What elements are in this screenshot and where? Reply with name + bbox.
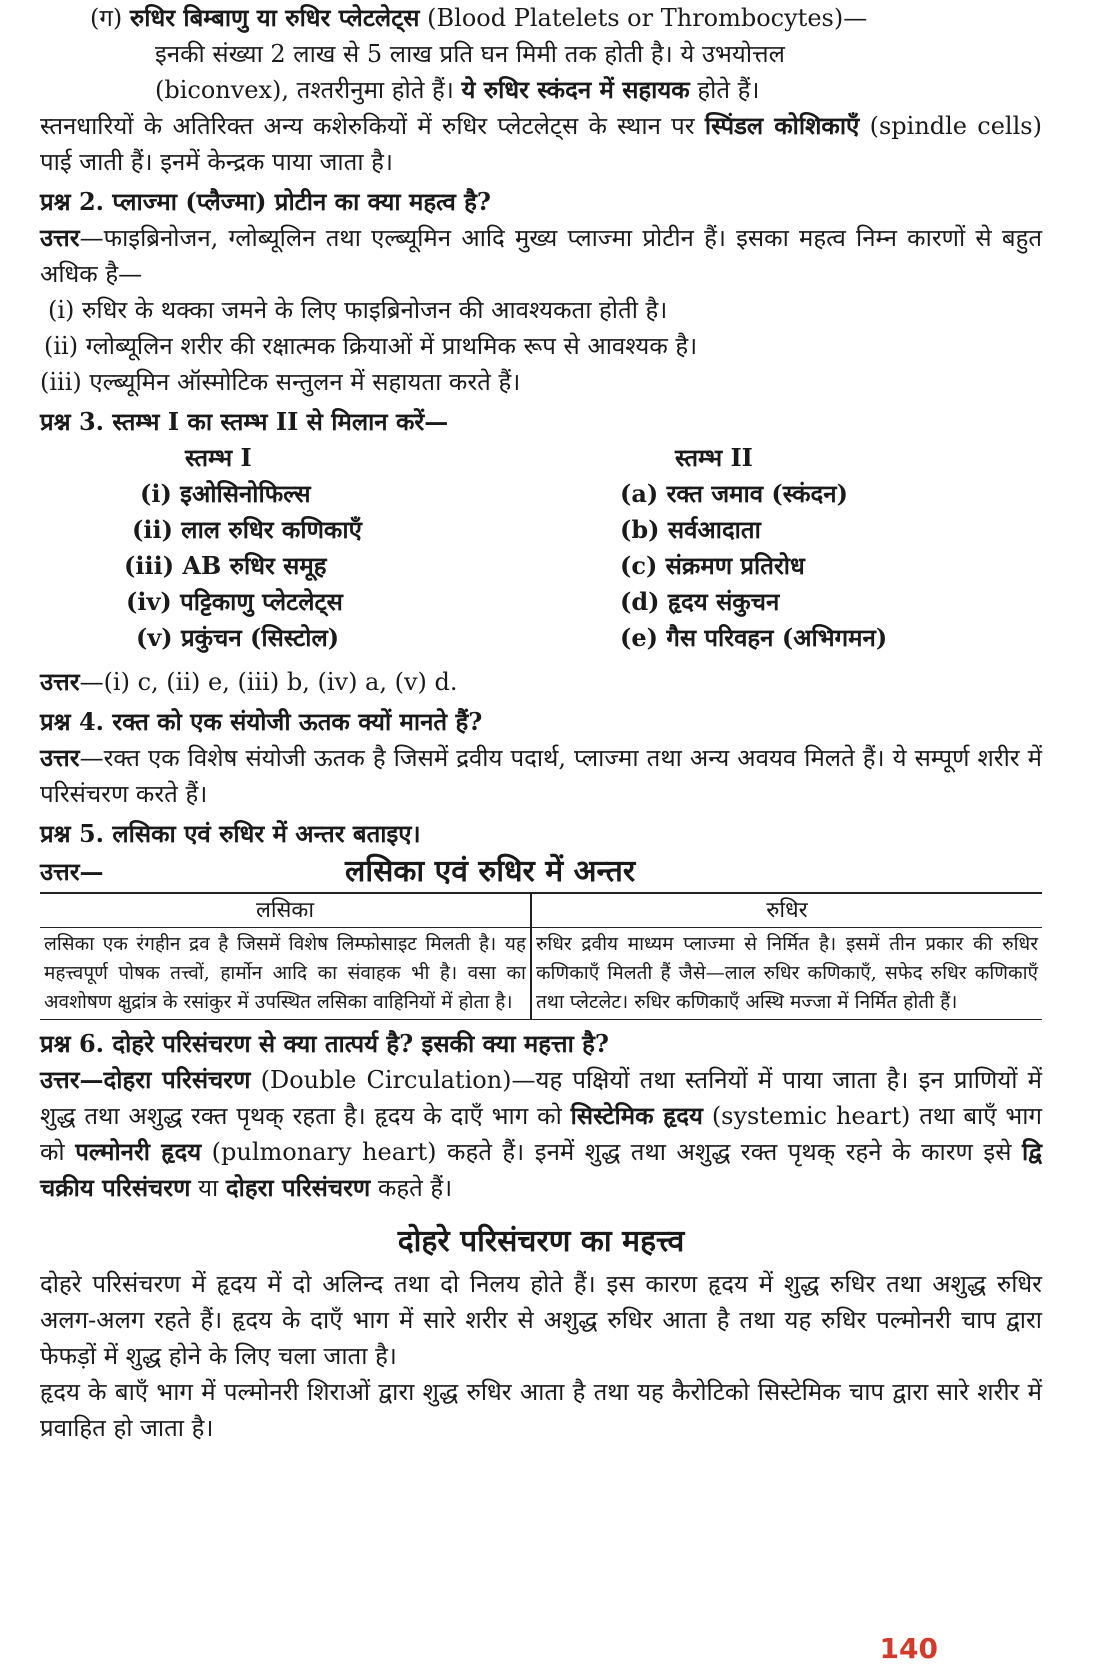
item-ga	[40, 0, 1042, 36]
item-ga-line3-a: (biconvex), तश्तरीनुमा होते हैं।	[155, 76, 454, 104]
q2-point-1: (i) रुधिर के थक्का जमने के लिए फाइब्रिनोजन की आवश्यकता होती है।	[48, 296, 668, 324]
th-lymph: लसिका	[40, 893, 531, 928]
importance-para-2: हृदय के बाएँ भाग में पल्मोनरी शिराओं द्वारा शुद्ध रुधिर आता है तथा यह कैरोटिको सिस्टेमिक चाप द्वारा सारे शरीर में प्रवाहित हो जाता है।	[40, 1378, 1042, 1442]
col1-head: स्तम्भ I	[185, 443, 252, 472]
q6-p1: (Double Circulation)—यह पक्षियों तथा स्तनियों में पाया जाता है। इन प्राणियों में शुद्ध तथा अशुद्ध रक्त पृथक् रहता है। हृदय के दाएँ भाग को	[40, 1066, 1042, 1130]
match-table	[40, 440, 1042, 656]
q2-point-2: (ii) ग्लोब्यूलिन शरीर की रक्षात्मक क्रियाओं में प्राथमिक रूप से आवश्यक है।	[44, 332, 698, 360]
col2-item: (d) हृदय संकुचन	[620, 587, 780, 616]
q6-p3-bold: द्वि चक्रीय परिसंचरण	[40, 1137, 1042, 1202]
item-ga-line2	[40, 36, 1042, 72]
q4-ans-text: —रक्त एक विशेष संयोजी ऊतक है जिसमें द्रवीय पदार्थ, प्लाज्मा तथा अन्य अवयव मिलते हैं। ये सम्पूर्ण शरीर में परिसंचरण करते हैं।	[40, 744, 1042, 808]
q3-answer	[40, 664, 1042, 700]
item-ga-line3-c: होते हैं।	[697, 76, 760, 104]
q3-question: प्रश्न 3. स्तम्भ I का स्तम्भ II से मिलान करें—	[40, 407, 449, 436]
col2-head: स्तम्भ II	[675, 443, 753, 472]
td-blood: रुधिर द्रवीय माध्यम प्लाज्मा से निर्मित है। इसमें तीन प्रकार की रुधिर कणिकाएँ मिलती हैं जैसे—लाल रुधिर कणिकाएँ, सफेद रुधिर कणिकाएँ तथा प्लेटलेट। रुधिर कणिकाएँ अस्थि मज्जा में निर्मित होती हैं।	[531, 928, 1042, 1020]
q6-p5: कहते हैं।	[370, 1174, 453, 1202]
q3-ans-label: उत्तर	[40, 667, 80, 696]
q4-answer	[40, 740, 1042, 812]
item-ga-line2-text: इनकी संख्या 2 लाख से 5 लाख प्रति घन मिमी तक होती है। ये उभयोत्तल	[155, 40, 785, 68]
q2-question: प्रश्न 2. प्लाज्मा (प्लैज्मा) प्रोटीन का क्या महत्व है?	[40, 187, 491, 216]
item-ga-eng: (Blood Platelets or Thrombocytes)—	[427, 4, 868, 32]
section-title: दोहरे परिसंचरण का महत्त्व	[397, 1224, 685, 1259]
q6-question: प्रश्न 6. दोहरे परिसंचरण से क्या तात्पर्य है? इसकी क्या महत्ता है?	[40, 1029, 609, 1058]
q3-ans-text: —(i) c, (ii) e, (iii) b, (iv) a, (v) d.	[79, 668, 458, 696]
spindle-para	[40, 108, 1042, 180]
importance-para-1: दोहरे परिसंचरण में हृदय में दो अलिन्द तथा दो निलय होते हैं। इस कारण हृदय में शुद्ध रुधिर तथा अशुद्ध रुधिर अलग-अलग रहते हैं। हृदय के दाएँ भाग में सारे शरीर से अशुद्ध रुधिर आता है तथा यह रुधिर पल्मोनरी चाप द्वारा फेफड़ों में शुद्ध होने के लिए चला जाता है।	[40, 1270, 1042, 1370]
q4-question: प्रश्न 4. रक्त को एक संयोजी ऊतक क्यों मानते हैं?	[40, 707, 483, 736]
page-number: 140	[879, 1632, 938, 1665]
q2-ans-label: उत्तर	[40, 223, 80, 252]
spindle-c: (spindle cells) पाई जाती हैं। इनमें केन्द्रक पाया जाता है।	[40, 112, 1042, 176]
th-blood: रुधिर	[531, 893, 1042, 928]
col2-item: (a) रक्त जमाव (स्कंदन)	[620, 479, 848, 508]
col2-item: (b) सर्वआदाता	[620, 515, 761, 544]
td-lymph: लसिका एक रंगहीन द्रव है जिसमें विशेष लिम्फोसाइट मिलती है। यह महत्त्वपूर्ण पोषक तत्त्वों, हार्मोन आदि का संवाहक भी है। वसा का अवशोषण क्षुद्रांत्र के रसांकुर में उपस्थित लसिका वाहिनियों में होता है।	[40, 928, 531, 1020]
col1-item: (iii) AB रुधिर समूह	[124, 551, 327, 580]
q5-question: प्रश्न 5. लसिका एवं रुधिर में अन्तर बताइए।	[40, 819, 421, 848]
col1-item: (ii) लाल रुधिर कणिकाएँ	[132, 515, 362, 544]
comparison-table	[40, 892, 1042, 1020]
col1-item: (iv) पट्टिकाणु प्लेटलेट्स	[126, 587, 343, 616]
q6-p2-bold: पल्मोनरी हृदय	[75, 1137, 202, 1166]
q6-p4-bold: दोहरा परिसंचरण	[225, 1173, 371, 1202]
col2-item: (c) संक्रमण प्रतिरोध	[620, 551, 805, 580]
item-ga-label: (ग)	[90, 4, 123, 32]
q2-ans-text: —फाइब्रिनोजन, ग्लोब्यूलिन तथा एल्ब्यूमिन आदि मुख्य प्लाज्मा प्रोटीन हैं। इसका महत्व निम्न कारणों से बहुत अधिक है—	[40, 224, 1042, 288]
q5-table-title: लसिका एवं रुधिर में अन्तर	[345, 854, 636, 889]
col2-item: (e) गैस परिवहन (अभिगमन)	[620, 623, 888, 652]
item-ga-head: रुधिर बिम्बाणु या रुधिर प्लेटलेट्स	[129, 3, 420, 32]
q6-p4: या	[190, 1174, 226, 1202]
spindle-b: स्पिंडल कोशिकाएँ	[704, 111, 860, 140]
col1-item: (v) प्रकुंचन (सिस्टोल)	[136, 623, 340, 652]
table-row	[40, 928, 1042, 1020]
q2-point-3: (iii) एल्ब्यूमिन ऑस्मोटिक सन्तुलन में सहायता करते हैं।	[40, 368, 521, 396]
q6-answer	[40, 1062, 1042, 1206]
q6-p3: (pulmonary heart) कहते हैं। इनमें शुद्ध तथा अशुद्ध रक्त पृथक् रहने के कारण इसे	[201, 1138, 1022, 1166]
q6-ans-label: उत्तर—दोहरा परिसंचरण	[40, 1065, 251, 1094]
spindle-a: स्तनधारियों के अतिरिक्त अन्य कशेरुकियों में रुधिर प्लेटलेट्स के स्थान पर	[40, 112, 695, 140]
q6-p1-bold: सिस्टेमिक हृदय	[570, 1101, 703, 1130]
item-ga-line3-b: ये रुधिर स्कंदन में सहायक	[461, 75, 690, 104]
col1-item: (i) इओसिनोफिल्स	[140, 479, 311, 508]
q4-ans-label: उत्तर	[40, 743, 80, 772]
q2-answer	[40, 220, 1042, 292]
q5-answer-row	[40, 854, 1042, 890]
q6-p2: (systemic heart) तथा बाएँ भाग को	[40, 1102, 1042, 1166]
item-ga-line3	[40, 72, 1042, 108]
q5-ans-label: उत्तर—	[40, 857, 104, 886]
